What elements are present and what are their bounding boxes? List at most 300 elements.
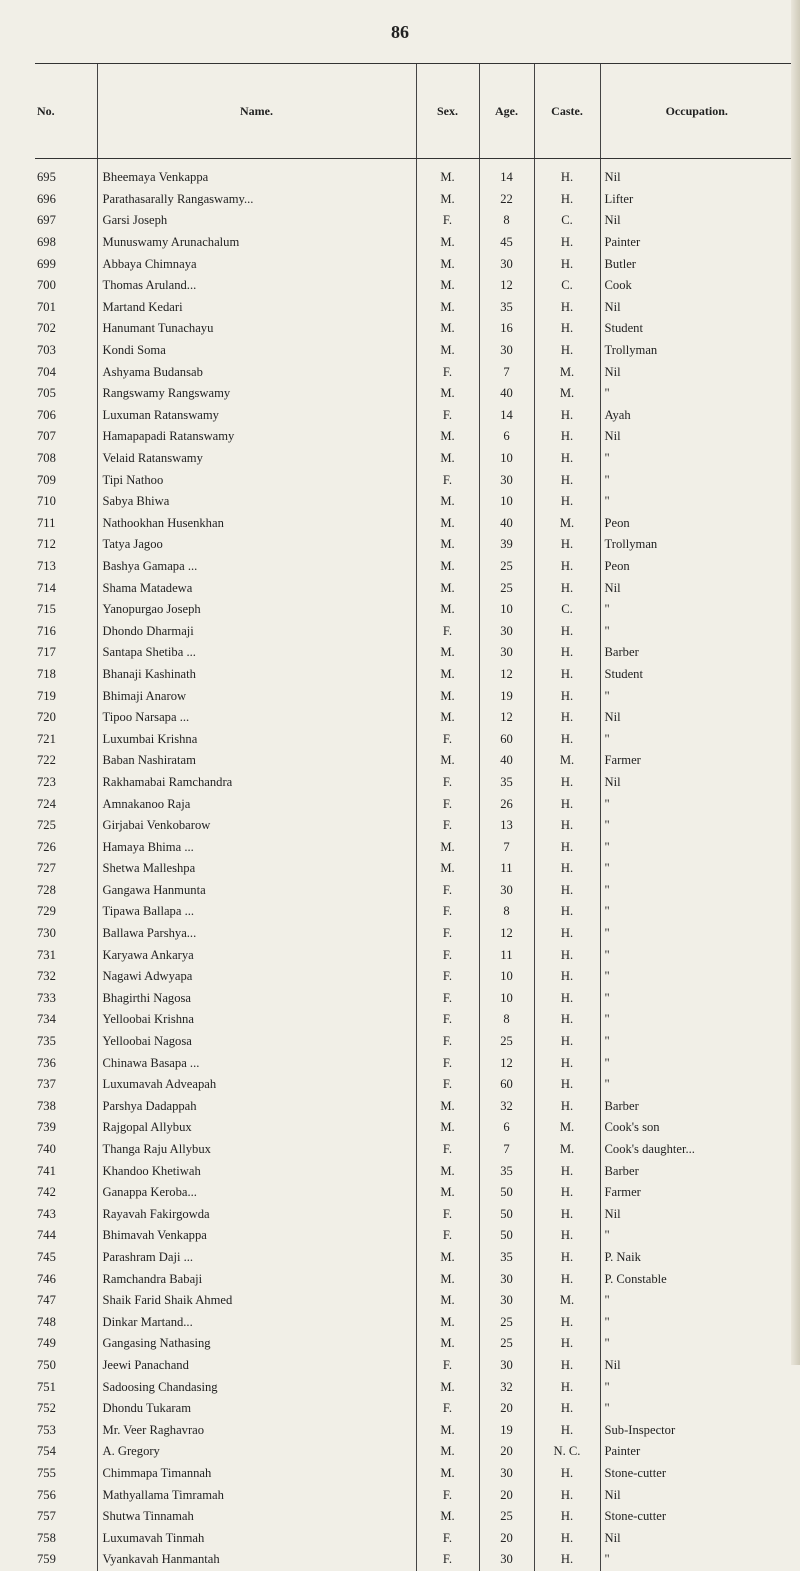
row-sex: F. — [416, 901, 479, 923]
row-caste: H. — [534, 297, 600, 319]
row-caste: M. — [534, 1117, 600, 1139]
row-name: Dhondu Tukaram — [97, 1398, 416, 1420]
table-row — [35, 923, 793, 945]
row-name: Parshya Dadappah — [97, 1096, 416, 1118]
row-age: 25 — [479, 1311, 534, 1333]
row-number: 715 — [37, 602, 56, 617]
row-caste: H. — [534, 1052, 600, 1074]
row-sex: M. — [416, 836, 479, 858]
header-occupation: Occupation. — [600, 64, 793, 159]
row-number: 714 — [37, 580, 56, 595]
row-occupation: " — [600, 923, 793, 945]
row-name: Hamaya Bhima ... — [97, 836, 416, 858]
row-age: 14 — [479, 159, 534, 189]
row-caste: H. — [534, 1419, 600, 1441]
row-caste: H. — [534, 664, 600, 686]
row-age: 25 — [479, 556, 534, 578]
row-name: Tipawa Ballapa ... — [97, 901, 416, 923]
row-caste: H. — [534, 642, 600, 664]
row-sex: M. — [416, 297, 479, 319]
row-name: Karyawa Ankarya — [97, 944, 416, 966]
table-row — [35, 556, 793, 578]
table-row — [35, 1311, 793, 1333]
row-sex: M. — [416, 1376, 479, 1398]
row-age: 10 — [479, 599, 534, 621]
row-caste: H. — [534, 966, 600, 988]
row-name: Luxumbai Krishna — [97, 728, 416, 750]
row-age: 30 — [479, 1549, 534, 1571]
row-name: Gangasing Nathasing — [97, 1333, 416, 1355]
row-caste: C. — [534, 599, 600, 621]
table-row — [35, 1204, 793, 1226]
row-sex: F. — [416, 793, 479, 815]
table-row — [35, 513, 793, 535]
row-age: 30 — [479, 340, 534, 362]
row-age: 8 — [479, 901, 534, 923]
row-name: Tatya Jagoo — [97, 534, 416, 556]
row-name: Rayavah Fakirgowda — [97, 1204, 416, 1226]
row-occupation: Nil — [600, 707, 793, 729]
row-age: 60 — [479, 1074, 534, 1096]
row-occupation: " — [600, 1031, 793, 1053]
row-caste: H. — [534, 1355, 600, 1377]
table-row — [35, 275, 793, 297]
row-name: Kondi Soma — [97, 340, 416, 362]
row-occupation: " — [600, 988, 793, 1010]
row-number: 743 — [37, 1206, 56, 1221]
row-caste: H. — [534, 469, 600, 491]
table-row — [35, 318, 793, 340]
row-sex: M. — [416, 1290, 479, 1312]
table-row — [35, 159, 793, 189]
row-number: 726 — [37, 839, 56, 854]
row-occupation: Stone-cutter — [600, 1506, 793, 1528]
row-occupation: " — [600, 944, 793, 966]
row-occupation: Trollyman — [600, 534, 793, 556]
row-name: A. Gregory — [97, 1441, 416, 1463]
row-caste: H. — [534, 1463, 600, 1485]
table-row — [35, 664, 793, 686]
row-name: Yelloobai Krishna — [97, 1009, 416, 1031]
row-name: Bashya Gamapa ... — [97, 556, 416, 578]
table-row — [35, 1484, 793, 1506]
row-name: Mathyallama Timramah — [97, 1484, 416, 1506]
row-sex: M. — [416, 491, 479, 513]
row-occupation: Cook — [600, 275, 793, 297]
row-number: 737 — [37, 1077, 56, 1092]
row-occupation: " — [600, 1311, 793, 1333]
row-name: Amnakanoo Raja — [97, 793, 416, 815]
row-caste: H. — [534, 1182, 600, 1204]
row-number: 708 — [37, 451, 56, 466]
row-sex: M. — [416, 1419, 479, 1441]
row-number: 734 — [37, 1012, 56, 1027]
row-caste: H. — [534, 577, 600, 599]
row-age: 20 — [479, 1398, 534, 1420]
row-sex: M. — [416, 664, 479, 686]
row-sex: M. — [416, 577, 479, 599]
row-sex: F. — [416, 620, 479, 642]
row-name: Ganappa Keroba... — [97, 1182, 416, 1204]
row-caste: H. — [534, 1268, 600, 1290]
row-age: 32 — [479, 1096, 534, 1118]
row-number: 746 — [37, 1271, 56, 1286]
row-age: 10 — [479, 988, 534, 1010]
row-sex: M. — [416, 448, 479, 470]
row-sex: F. — [416, 988, 479, 1010]
row-occupation: " — [600, 685, 793, 707]
row-age: 30 — [479, 620, 534, 642]
row-age: 35 — [479, 1160, 534, 1182]
row-age: 19 — [479, 1419, 534, 1441]
row-age: 25 — [479, 1031, 534, 1053]
row-sex: F. — [416, 210, 479, 232]
row-sex: M. — [416, 1463, 479, 1485]
row-sex: M. — [416, 253, 479, 275]
row-caste: H. — [534, 1225, 600, 1247]
table-row — [35, 1419, 793, 1441]
row-occupation: Nil — [600, 361, 793, 383]
row-age: 25 — [479, 1333, 534, 1355]
row-sex: M. — [416, 599, 479, 621]
row-name: Nathookhan Husenkhan — [97, 513, 416, 535]
row-occupation: Nil — [600, 1484, 793, 1506]
row-caste: H. — [534, 880, 600, 902]
table-row — [35, 1182, 793, 1204]
row-caste: H. — [534, 405, 600, 427]
row-occupation: " — [600, 836, 793, 858]
table-row — [35, 642, 793, 664]
row-number: 710 — [37, 494, 56, 509]
row-number: 704 — [37, 364, 56, 379]
row-age: 12 — [479, 707, 534, 729]
row-caste: M. — [534, 513, 600, 535]
row-sex: F. — [416, 1009, 479, 1031]
row-sex: F. — [416, 1225, 479, 1247]
row-number: 718 — [37, 666, 56, 681]
row-occupation: Peon — [600, 556, 793, 578]
row-occupation: " — [600, 1333, 793, 1355]
row-sex: F. — [416, 361, 479, 383]
row-caste: C. — [534, 275, 600, 297]
row-sex: M. — [416, 1441, 479, 1463]
row-name: Luxumavah Tinmah — [97, 1527, 416, 1549]
row-age: 40 — [479, 513, 534, 535]
row-number: 706 — [37, 407, 56, 422]
row-occupation: Painter — [600, 1441, 793, 1463]
row-age: 20 — [479, 1441, 534, 1463]
row-number: 754 — [37, 1444, 56, 1459]
row-age: 40 — [479, 383, 534, 405]
row-occupation: Peon — [600, 513, 793, 535]
row-name: Yelloobai Nagosa — [97, 1031, 416, 1053]
header-caste: Caste. — [534, 64, 600, 159]
row-sex: M. — [416, 1333, 479, 1355]
table-row — [35, 1160, 793, 1182]
row-age: 22 — [479, 189, 534, 211]
header-age: Age. — [479, 64, 534, 159]
row-occupation: Barber — [600, 1096, 793, 1118]
row-sex: M. — [416, 383, 479, 405]
row-number: 719 — [37, 688, 56, 703]
row-number: 698 — [37, 235, 56, 250]
table-row — [35, 1117, 793, 1139]
row-number: 750 — [37, 1357, 56, 1372]
row-age: 11 — [479, 944, 534, 966]
table-row — [35, 426, 793, 448]
row-sex: M. — [416, 642, 479, 664]
row-number: 738 — [37, 1098, 56, 1113]
table-row — [35, 383, 793, 405]
row-age: 6 — [479, 426, 534, 448]
row-age: 26 — [479, 793, 534, 815]
row-age: 14 — [479, 405, 534, 427]
row-number: 742 — [37, 1185, 56, 1200]
row-occupation: Barber — [600, 642, 793, 664]
row-occupation: Farmer — [600, 750, 793, 772]
row-name: Rajgopal Allybux — [97, 1117, 416, 1139]
row-caste: H. — [534, 923, 600, 945]
row-occupation: Nil — [600, 1355, 793, 1377]
row-occupation: " — [600, 1225, 793, 1247]
row-occupation: " — [600, 1074, 793, 1096]
row-age: 25 — [479, 577, 534, 599]
row-name: Ballawa Parshya... — [97, 923, 416, 945]
row-name: Shutwa Tinnamah — [97, 1506, 416, 1528]
table-row — [35, 750, 793, 772]
row-age: 10 — [479, 448, 534, 470]
row-sex: M. — [416, 513, 479, 535]
row-occupation: " — [600, 880, 793, 902]
row-number: 721 — [37, 731, 56, 746]
row-age: 7 — [479, 836, 534, 858]
row-sex: M. — [416, 232, 479, 254]
row-age: 10 — [479, 966, 534, 988]
table-row — [35, 232, 793, 254]
row-number: 720 — [37, 710, 56, 725]
row-age: 25 — [479, 1506, 534, 1528]
row-name: Shama Matadewa — [97, 577, 416, 599]
row-name: Thanga Raju Allybux — [97, 1139, 416, 1161]
row-age: 30 — [479, 1463, 534, 1485]
row-sex: M. — [416, 1182, 479, 1204]
table-row — [35, 793, 793, 815]
row-name: Bhagirthi Nagosa — [97, 988, 416, 1010]
row-occupation: Sub-Inspector — [600, 1419, 793, 1441]
row-number: 705 — [37, 386, 56, 401]
row-name: Yanopurgao Joseph — [97, 599, 416, 621]
row-caste: H. — [534, 340, 600, 362]
row-sex: F. — [416, 1527, 479, 1549]
table-row — [35, 1376, 793, 1398]
row-age: 50 — [479, 1182, 534, 1204]
row-age: 50 — [479, 1225, 534, 1247]
row-number: 717 — [37, 645, 56, 660]
row-occupation: P. Naik — [600, 1247, 793, 1269]
row-name: Martand Kedari — [97, 297, 416, 319]
row-sex: M. — [416, 318, 479, 340]
row-sex: F. — [416, 1031, 479, 1053]
row-number: 756 — [37, 1487, 56, 1502]
row-caste: H. — [534, 944, 600, 966]
row-age: 32 — [479, 1376, 534, 1398]
table-row — [35, 469, 793, 491]
row-caste: N. C. — [534, 1441, 600, 1463]
row-caste: H. — [534, 1527, 600, 1549]
row-occupation: Student — [600, 664, 793, 686]
row-occupation: Nil — [600, 772, 793, 794]
row-occupation: " — [600, 491, 793, 513]
row-age: 16 — [479, 318, 534, 340]
row-occupation: P. Constable — [600, 1268, 793, 1290]
row-name: Hanumant Tunachayu — [97, 318, 416, 340]
row-name: Luxumavah Adveapah — [97, 1074, 416, 1096]
row-age: 12 — [479, 923, 534, 945]
row-name: Rangswamy Rangswamy — [97, 383, 416, 405]
row-sex: F. — [416, 880, 479, 902]
row-age: 39 — [479, 534, 534, 556]
row-number: 713 — [37, 558, 56, 573]
row-sex: F. — [416, 1074, 479, 1096]
row-occupation: " — [600, 620, 793, 642]
row-number: 744 — [37, 1228, 56, 1243]
row-caste: H. — [534, 253, 600, 275]
row-caste: H. — [534, 189, 600, 211]
row-occupation: " — [600, 383, 793, 405]
row-age: 20 — [479, 1484, 534, 1506]
row-age: 12 — [479, 1052, 534, 1074]
row-age: 60 — [479, 728, 534, 750]
row-number: 723 — [37, 774, 56, 789]
row-name: Mr. Veer Raghavrao — [97, 1419, 416, 1441]
table-row — [35, 1096, 793, 1118]
table-row — [35, 707, 793, 729]
row-number: 709 — [37, 472, 56, 487]
row-occupation: " — [600, 1549, 793, 1571]
row-caste: H. — [534, 556, 600, 578]
row-caste: H. — [534, 534, 600, 556]
row-occupation: Nil — [600, 159, 793, 189]
row-caste: H. — [534, 1376, 600, 1398]
row-sex: F. — [416, 923, 479, 945]
row-age: 50 — [479, 1204, 534, 1226]
row-caste: M. — [534, 361, 600, 383]
row-name: Tipi Nathoo — [97, 469, 416, 491]
row-caste: H. — [534, 901, 600, 923]
row-name: Chinawa Basapa ... — [97, 1052, 416, 1074]
row-caste: H. — [534, 159, 600, 189]
row-sex: F. — [416, 1139, 479, 1161]
table-row — [35, 772, 793, 794]
row-occupation: Lifter — [600, 189, 793, 211]
page-number: 86 — [391, 22, 409, 42]
row-name: Ramchandra Babaji — [97, 1268, 416, 1290]
row-occupation: Trollyman — [600, 340, 793, 362]
row-sex: M. — [416, 1096, 479, 1118]
row-occupation: Nil — [600, 426, 793, 448]
row-caste: H. — [534, 836, 600, 858]
row-number: 701 — [37, 299, 56, 314]
row-caste: M. — [534, 1290, 600, 1312]
row-sex: F. — [416, 1052, 479, 1074]
row-number: 695 — [37, 170, 56, 185]
row-number: 745 — [37, 1249, 56, 1264]
table-row — [35, 189, 793, 211]
row-caste: H. — [534, 815, 600, 837]
row-occupation: Barber — [600, 1160, 793, 1182]
table-row — [35, 880, 793, 902]
row-number: 755 — [37, 1465, 56, 1480]
row-number: 711 — [37, 515, 56, 530]
row-sex: M. — [416, 707, 479, 729]
row-caste: M. — [534, 750, 600, 772]
row-number: 700 — [37, 278, 56, 293]
row-age: 30 — [479, 469, 534, 491]
row-number: 727 — [37, 861, 56, 876]
row-sex: M. — [416, 189, 479, 211]
row-name: Bhanaji Kashinath — [97, 664, 416, 686]
row-sex: M. — [416, 1160, 479, 1182]
table-row — [35, 1225, 793, 1247]
row-number: 741 — [37, 1163, 56, 1178]
row-name: Sabya Bhiwa — [97, 491, 416, 513]
row-occupation: " — [600, 1052, 793, 1074]
table-row — [35, 1009, 793, 1031]
table-row — [35, 340, 793, 362]
row-name: Rakhamabai Ramchandra — [97, 772, 416, 794]
row-name: Khandoo Khetiwah — [97, 1160, 416, 1182]
row-sex: F. — [416, 944, 479, 966]
row-occupation: Nil — [600, 1527, 793, 1549]
row-number: 729 — [37, 904, 56, 919]
row-name: Bheemaya Venkappa — [97, 159, 416, 189]
table-row — [35, 988, 793, 1010]
row-occupation: Butler — [600, 253, 793, 275]
row-caste: M. — [534, 1139, 600, 1161]
table-row — [35, 577, 793, 599]
row-caste: H. — [534, 707, 600, 729]
row-caste: H. — [534, 858, 600, 880]
row-number: 724 — [37, 796, 56, 811]
row-caste: H. — [534, 1009, 600, 1031]
row-number: 732 — [37, 969, 56, 984]
table-row — [35, 1441, 793, 1463]
row-occupation: Student — [600, 318, 793, 340]
row-sex: F. — [416, 469, 479, 491]
table-row — [35, 836, 793, 858]
row-number: 725 — [37, 818, 56, 833]
row-age: 8 — [479, 210, 534, 232]
row-age: 35 — [479, 1247, 534, 1269]
row-age: 13 — [479, 815, 534, 837]
row-name: Abbaya Chimnaya — [97, 253, 416, 275]
row-name: Dhondo Dharmaji — [97, 620, 416, 642]
row-number: 733 — [37, 990, 56, 1005]
row-age: 30 — [479, 880, 534, 902]
table-row — [35, 728, 793, 750]
table-row — [35, 491, 793, 513]
row-sex: M. — [416, 534, 479, 556]
row-caste: H. — [534, 1333, 600, 1355]
row-number: 752 — [37, 1401, 56, 1416]
row-name: Garsi Joseph — [97, 210, 416, 232]
row-age: 40 — [479, 750, 534, 772]
row-name: Santapa Shetiba ... — [97, 642, 416, 664]
table-row — [35, 1031, 793, 1053]
row-name: Bhimaji Anarow — [97, 685, 416, 707]
row-name: Vyankavah Hanmantah — [97, 1549, 416, 1571]
row-sex: F. — [416, 405, 479, 427]
